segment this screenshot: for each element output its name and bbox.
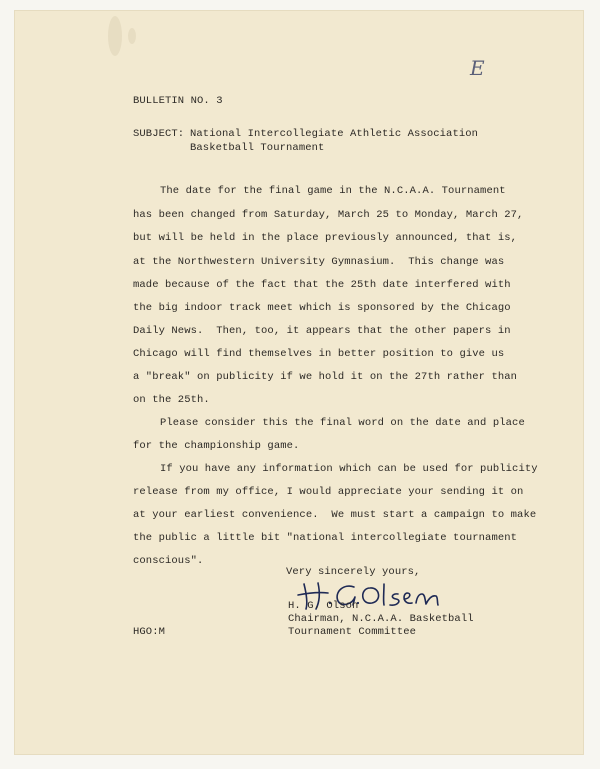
signer-name: H. G. Olson bbox=[288, 600, 359, 612]
body-line: the public a little bit "national intercollegiate tournament bbox=[133, 532, 518, 544]
typist-initials: HGO:M bbox=[133, 626, 166, 638]
body-line: conscious". bbox=[133, 555, 204, 567]
closing: Very sincerely yours, bbox=[286, 566, 421, 578]
bulletin-number: BULLETIN NO. 3 bbox=[133, 95, 223, 107]
body-line: release from my office, I would appreciate your sending it on bbox=[133, 486, 524, 498]
subject-line: Basketball Tournament bbox=[190, 142, 325, 154]
signer-title: Chairman, N.C.A.A. Basketball bbox=[288, 613, 474, 625]
subject-line: National Intercollegiate Athletic Association bbox=[190, 128, 479, 140]
body-line: for the championship game. bbox=[133, 440, 300, 452]
signer-title: Tournament Committee bbox=[288, 626, 417, 638]
body-line: Please consider this the final word on the date and place bbox=[160, 417, 525, 429]
body-line: at your earliest convenience. We must start a campaign to make bbox=[133, 509, 537, 521]
body-line: If you have any information which can be used for publicity bbox=[160, 463, 538, 475]
body-line: has been changed from Saturday, March 25 to Monday, March 27, bbox=[133, 209, 524, 221]
body-line: the big indoor track meet which is sponsored by the Chicago bbox=[133, 302, 511, 314]
body-line: Daily News. Then, too, it appears that the other papers in bbox=[133, 325, 511, 337]
body-line: made because of the fact that the 25th date interfered with bbox=[133, 279, 511, 291]
body-line: at the Northwestern University Gymnasium. This change was bbox=[133, 256, 505, 268]
body-line: but will be held in the place previously announced, that is, bbox=[133, 232, 518, 244]
paper-stain bbox=[128, 28, 136, 44]
body-line: The date for the final game in the N.C.A.A. Tournament bbox=[160, 185, 506, 197]
body-line: on the 25th. bbox=[133, 394, 210, 406]
subject-label: SUBJECT: bbox=[133, 128, 185, 140]
marginal-mark: E bbox=[470, 56, 485, 80]
body-line: a "break" on publicity if we hold it on the 27th rather than bbox=[133, 371, 518, 383]
body-line: Chicago will find themselves in better position to give us bbox=[133, 348, 505, 360]
paper-stain bbox=[108, 16, 122, 56]
